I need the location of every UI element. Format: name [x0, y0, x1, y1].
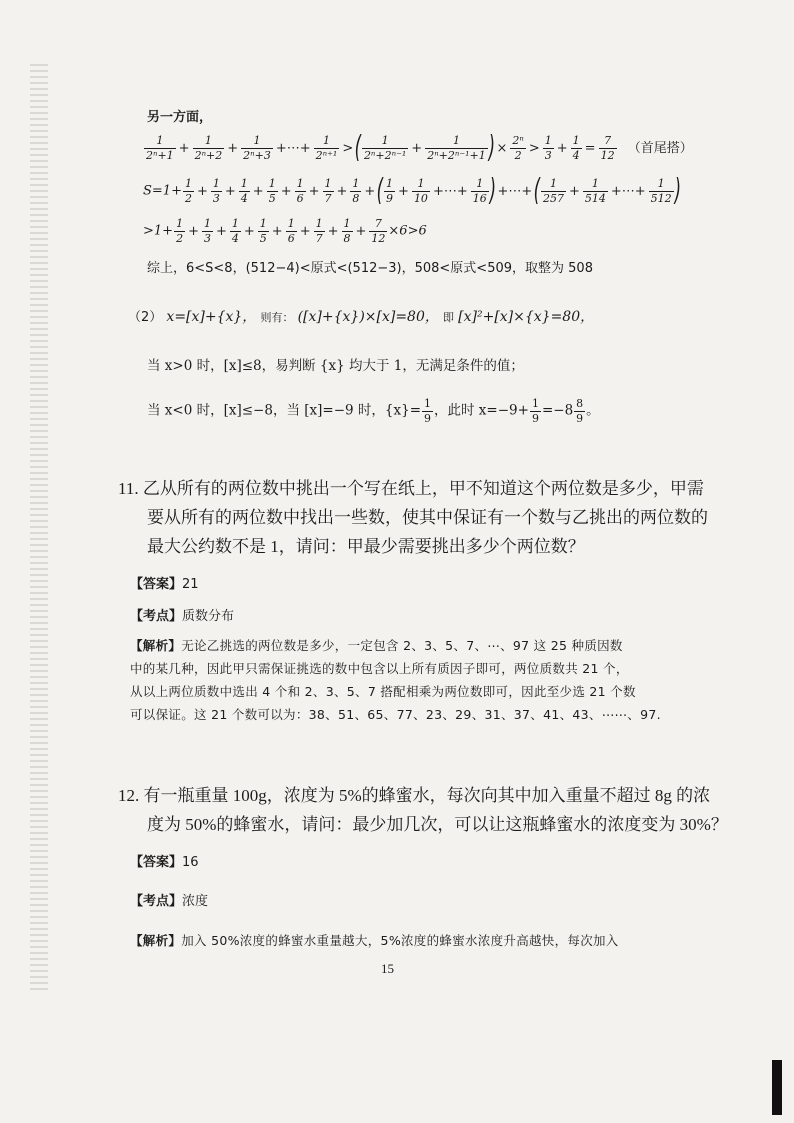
part2-line-1: （2） x=[x]+{x}， 则有： ([x]+{x})×[x]=80， 即 [x]²+[x]×{x}=80，: [128, 309, 595, 325]
q11-line-2: 要从所有的两位数中找出一些数，使其中保证有一个数与乙挑出的两位数的: [147, 508, 708, 527]
q12-point: 【考点】浓度: [130, 894, 209, 909]
q11-explain-2: 中的某几种，因此甲只需保证挑选的数中包含以上所有质因子即可，两位质数共 21 个，: [130, 661, 629, 676]
q11-point: 【考点】质数分布: [130, 609, 235, 624]
fraction: $\frac{1}{\text{2ⁿ+2}}$: [194, 133, 223, 162]
part2-line-2: 当 x>0 时，[x]≤8，易判断 {x} 均大于 1，无满足条件的值；: [147, 358, 524, 374]
page-number: 15: [381, 961, 394, 976]
q11-explain-3: 从以上两位质数中选出 4 个和 2、3、5、7 搭配相乘为两位数即可，因此至少选 21 个数: [130, 684, 636, 699]
inequality-line-1: $\frac{1}{\text{2ⁿ+1}}$ + $\frac{1}{\text{2ⁿ+2}}$ + $\frac{1}{\text{2ⁿ+3}}$ +⋯+ $\frac{1}{\text{2ⁿ⁺¹}}$ >( $\frac{1}{\text{2ⁿ+2ⁿ⁻¹}}$ + $\frac{1}{\text{2ⁿ+2ⁿ⁻¹+1}}$ ) × $\frac{\text{2ⁿ}}{2}$ > $\frac{1}{3}$ + $\frac{1}{4}$ = $\frac{7}{12}$ （首尾搭）: [146, 130, 693, 165]
binding-shadow: [30, 60, 48, 990]
fraction: $\frac{7}{12}$: [600, 133, 615, 162]
q11-explain-1: 【解析】无论乙挑选的两位数是多少，一定包含 2、3、5、7、⋯、97 这 25 种质因数: [130, 638, 623, 653]
fraction: $\frac{\text{2ⁿ}}{2}$: [512, 133, 524, 162]
summary-line: 综上，6<S<8，(512−4)<原式<(512−3)，508<原式<509，取整为 508: [147, 261, 593, 276]
lower-bound-line: >1+ $\frac{1}{2}$ + $\frac{1}{3}$ + $\frac{1}{4}$ + $\frac{1}{5}$ + $\frac{1}{6}$ + $\frac{1}{7}$ + $\frac{1}{8}$ + $\frac{7}{12}$ ×6>6: [143, 217, 427, 245]
question-number: 11.: [118, 479, 139, 498]
section-header: 另一方面，: [147, 110, 213, 125]
fraction: $\frac{1}{\text{2ⁿ+1}}$: [146, 133, 174, 162]
fraction: $\frac{1}{\text{2ⁿ+2ⁿ⁻¹}}$: [363, 133, 407, 162]
fraction: $\frac{1}{\text{2ⁿ+2ⁿ⁻¹+1}}$: [427, 133, 486, 162]
q11-answer: 【答案】21: [130, 577, 199, 592]
q11-line-1: 11. 乙从所有的两位数中挑出一个写在纸上，甲不知道这个两位数是多少，甲需: [118, 479, 704, 498]
edge-mark: [772, 1060, 782, 1115]
q11-line-3: 最大公约数不是 1，请问：甲最少需要挑出多少个两位数？: [147, 537, 585, 556]
sum-definition-line: S=1+ $\frac{1}{2}$ + $\frac{1}{3}$ + $\frac{1}{4}$ + $\frac{1}{5}$ + $\frac{1}{6}$ + $\frac{1}{7}$ + $\frac{1}{8}$ +( $\frac{1}{9}$ + $\frac{1}{10}$ +⋯+ $\frac{1}{16}$ ) +⋯+( $\frac{1}{257}$ + $\frac{1}{514}$ +⋯+ $\frac{1}{512}$ ): [143, 173, 681, 208]
q12-explain-1: 【解析】加入 50%浓度的蜂蜜水重量越大，5%浓度的蜂蜜水浓度升高越快，每次加入: [130, 933, 619, 948]
q11-explain-4: 可以保证。这 21 个数可以为：38、51、65、77、23、29、31、37、41、43、⋯⋯、97.: [130, 707, 661, 722]
fraction: $\frac{1}{4}$: [572, 133, 580, 162]
q12-line-1: 12. 有一瓶重量 100g，浓度为 5%的蜂蜜水，每次向其中加入重量不超过 8g 的浓: [118, 786, 711, 805]
question-number: 12.: [118, 786, 140, 805]
q12-line-2: 度为 50%的蜂蜜水，请问：最少加几次，可以让这瓶蜂蜜水的浓度变为 30%？: [147, 815, 728, 834]
q12-answer: 【答案】16: [130, 855, 199, 870]
part2-line-3: 当 x<0 时，[x]≤−8，当 [x]=−9 时，{x}= $\frac{1}{9}$ ，此时 x=−9+ $\frac{1}{9}$ =−8 $\frac{8}{9}$ 。: [147, 397, 600, 425]
fraction: $\frac{1}{3}$: [544, 133, 552, 162]
note-text: （首尾搭）: [627, 140, 693, 156]
fraction: $\frac{1}{\text{2ⁿ+3}}$: [243, 133, 271, 162]
fraction: $\frac{1}{\text{2ⁿ⁺¹}}$: [315, 133, 338, 162]
